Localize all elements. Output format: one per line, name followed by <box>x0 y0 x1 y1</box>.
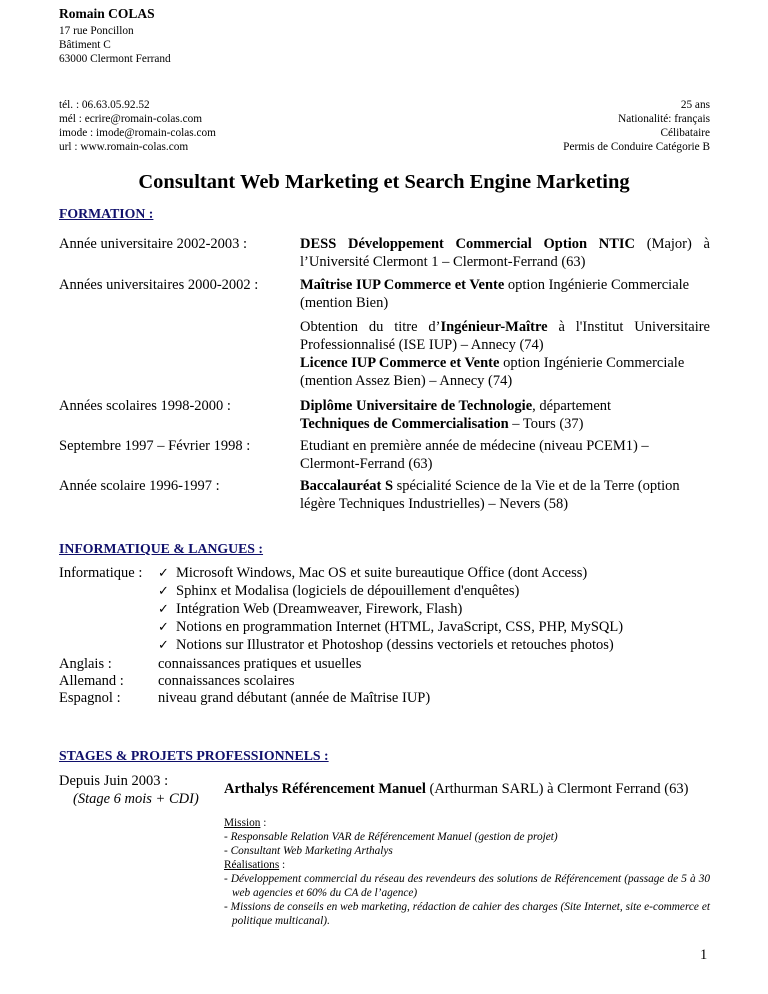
formation-entry: Maîtrise IUP Commerce et Vente option Ingénierie Commerciale (mention Bien) <box>300 277 690 311</box>
formation-entry: Diplôme Universitaire de Technologie, département Techniques de Commercialisation – Tours (37) <box>300 398 612 432</box>
phone: tél. : 06.63.05.92.52 <box>59 99 150 111</box>
stage-details: Mission : - Responsable Relation VAR de Référencement Manuel (gestion de projet) - Consultant Web Marketing Arthalys Réalisations : - Développement commercial du réseau des revendeurs des solutions de Référencement (passage de 5 à 30 web agencies et 60% du CA de l’agence) - Missions de conseils en web marketing, rédaction de cahier des charges (Site Internet, site e-commerce et politique multicanal). <box>224 817 710 927</box>
checkmark-icon: ✓ <box>158 619 169 634</box>
checkmark-icon: ✓ <box>158 637 169 652</box>
formation-entry: Licence IUP Commerce et Vente option Ingénierie Commerciale (mention Assez Bien) – Annecy (74) <box>300 355 685 389</box>
contact-block <box>59 98 216 154</box>
address-line: Bâtiment C <box>59 39 111 51</box>
formation-entry: Obtention du titre d’Ingénieur-Maître à l'Institut Universitaire Professionnalisé (ISE IUP) – Annecy (74) <box>300 319 710 353</box>
language-level: connaissances scolaires <box>158 673 295 689</box>
formation-date: Années scolaires 1998-2000 : <box>59 398 231 414</box>
realisations-label: Réalisations <box>224 859 280 871</box>
language-level: niveau grand débutant (année de Maîtrise IUP) <box>158 690 431 706</box>
skill-item: ✓ Sphinx et Modalisa (logiciels de dépouillement d'enquêtes) <box>158 583 520 599</box>
language-label: Allemand : <box>59 673 124 689</box>
website-url: url : www.romain-colas.com <box>59 141 189 153</box>
section-heading-informatique: INFORMATIQUE & LANGUES : <box>59 541 264 556</box>
language-label: Espagnol : <box>59 690 121 706</box>
address-line: 17 rue Poncillon <box>59 25 134 37</box>
formation-entry: Etudiant en première année de médecine (niveau PCEM1) – Clermont-Ferrand (63) <box>300 438 649 472</box>
stage-type: (Stage 6 mois + CDI) <box>73 791 199 807</box>
checkmark-icon: ✓ <box>158 565 169 580</box>
skill-item: ✓ Intégration Web (Dreamweaver, Firework, Flash) <box>158 601 463 617</box>
marital-status: Célibataire <box>660 127 710 139</box>
formation-entry: DESS Développement Commercial Option NTIC (Major) à l’Université Clermont 1 – Clermont-Ferrand (63) <box>300 236 710 270</box>
formation-date: Années universitaires 2000-2002 : <box>59 277 259 293</box>
section-heading-stages: STAGES & PROJETS PROFESSIONNELS : <box>59 748 329 763</box>
personal-block <box>563 98 710 154</box>
page-number: 1 <box>700 947 708 963</box>
imode-email: imode : imode@romain-colas.com <box>59 127 216 139</box>
age: 25 ans <box>680 99 710 111</box>
address-block <box>59 24 171 66</box>
skill-item: ✓ Notions en programmation Internet (HTML, JavaScript, CSS, PHP, MySQL) <box>158 619 624 635</box>
language-label: Anglais : <box>59 656 112 672</box>
informatique-label: Informatique : <box>59 565 143 581</box>
formation-date: Septembre 1997 – Février 1998 : <box>59 438 251 454</box>
checkmark-icon: ✓ <box>158 583 169 598</box>
realisation-item: - Missions de conseils en web marketing, rédaction de cahier des charges (Site Internet, site e-commerce et politique multicanal). <box>224 901 710 927</box>
stage-date: Depuis Juin 2003 : <box>59 773 169 789</box>
mission-item: - Responsable Relation VAR de Référencement Manuel (gestion de projet) <box>224 831 558 843</box>
address-line: 63000 Clermont Ferrand <box>59 53 171 65</box>
candidate-name: Romain COLAS <box>59 6 155 21</box>
formation-date: Année universitaire 2002-2003 : <box>59 236 248 252</box>
checkmark-icon: ✓ <box>158 601 169 616</box>
realisation-item: - Développement commercial du réseau des revendeurs des solutions de Référencement (passage de 5 à 30 web agencies et 60% du CA de l’agence) <box>224 873 710 899</box>
mission-item: - Consultant Web Marketing Arthalys <box>224 845 393 857</box>
language-level: connaissances pratiques et usuelles <box>158 656 362 672</box>
cv-title: Consultant Web Marketing et Search Engine Marketing <box>138 171 630 193</box>
formation-entry: Baccalauréat S spécialité Science de la Vie et de la Terre (option légère Techniques Industrielles) – Nevers (58) <box>300 478 680 512</box>
formation-date: Année scolaire 1996-1997 : <box>59 478 220 494</box>
skill-item: ✓ Microsoft Windows, Mac OS et suite bureautique Office (dont Access) <box>158 565 588 581</box>
skill-item: ✓ Notions sur Illustrator et Photoshop (dessins vectoriels et retouches photos) <box>158 637 614 653</box>
section-heading-formation: FORMATION : <box>59 206 154 221</box>
skills-list <box>158 564 718 654</box>
stage-company: Arthalys Référencement Manuel (Arthurman SARL) à Clermont Ferrand (63) <box>224 781 689 797</box>
email: mél : ecrire@romain-colas.com <box>59 113 203 125</box>
driving-license: Permis de Conduire Catégorie B <box>563 141 710 153</box>
mission-label: Mission <box>224 817 261 829</box>
nationality: Nationalité: français <box>618 113 710 125</box>
